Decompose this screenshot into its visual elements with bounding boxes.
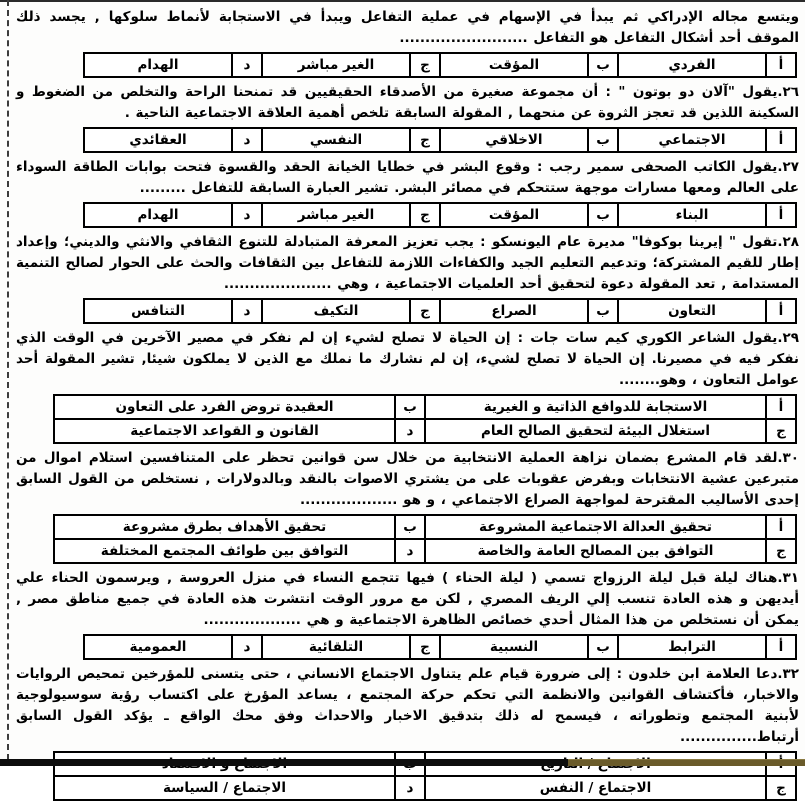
option-text-c: التلقائية [262, 635, 410, 659]
option-text-d: الهدام [84, 53, 232, 77]
answer-options-table-q28 [83, 298, 797, 324]
option-text-c: استغلال البيئة لتحقيق الصالح العام [425, 419, 766, 443]
option-letter-c: ج [410, 128, 440, 152]
option-text-c: النفسي [262, 128, 410, 152]
option-letter-b: ب [395, 395, 425, 419]
answer-options-table-q27 [83, 202, 797, 228]
option-letter-b: ب [395, 515, 425, 539]
window-edge-dark [0, 759, 568, 766]
option-text-c: الغير مباشر [262, 203, 410, 227]
option-text-d: الهدام [84, 203, 232, 227]
option-letter-d: د [232, 203, 262, 227]
option-text-b: الاخلاقي [440, 128, 588, 152]
option-text-a: الفردي [618, 53, 766, 77]
option-text-a: تحقيق العدالة الاجتماعية المشروعة [425, 515, 766, 539]
question-32-text: ٣٢.دعا العلامة ابن خلدون : إلى ضرورة قيام علم يتناول الاجتماع الانساني ، حتى يتسنى للمؤرخين تمحيص الروايات والاخبار، فأكتشاف القوانين والانظمة التي تحكم حركة المجتمع ، يساعد المؤرخ على اكتساب رؤية سوسيولوجية لأبنية المجتمع وتطوراته ، فيسمح له ذلك بتدقيق الاخبار والاحداث وفق محك الواقع ـ يؤكد القول السابق أرتباط............... [16, 666, 799, 745]
option-letter-a: أ [766, 128, 796, 152]
option-text-d: الاجتماع / السياسة [54, 776, 395, 800]
option-letter-d: د [232, 53, 262, 77]
left-dashed-margin-line [7, 0, 9, 760]
question-30-text: ٣٠.لقد قام المشرع بضمان نزاهة العملية الانتخابية من خلال سن قوانين تحظر على المتنافسين استلام اموال من متبرعين عشية الانتخابات وبفرض عقوبات على من يشتري الاصوات بالنقد وبالدولارات , نستخلص من القول السابق إحدى الأساليب المقترحة لمواجهة الصراع الاجتماعي ، و هو ................... [16, 450, 799, 508]
option-letter-a: أ [766, 635, 796, 659]
exam-content [0, 2, 805, 805]
table-row [84, 203, 796, 227]
option-text-c: التوافق بين المصالح العامة والخاصة [425, 539, 766, 563]
option-letter-a: أ [766, 515, 796, 539]
option-letter-d: د [232, 128, 262, 152]
option-text-a: الاجتماعي [618, 128, 766, 152]
option-letter-b: ب [588, 128, 618, 152]
option-text-b: المؤقت [440, 53, 588, 77]
option-letter-d: د [232, 299, 262, 323]
answer-options-table-intro [83, 52, 797, 78]
table-row [54, 515, 796, 539]
question-28-text: ٢٨.تقول " إيرينا بوكوفا" مديرة عام اليونسكو : يجب تعزيز المعرفة المتبادلة للتنوع الثقافي والانثي والديني؛ وإعداد إطار للقيم المشتركة؛ وتدعيم التعليم الجيد والكفاءات اللازمة للتفاعل بين الثقافات والحث على الحوار لصالح التنمية المستدامة , تعد المقولة دعوة لتحقيق أحد العلميات الاجتماعية ، وهي ..................... [16, 234, 799, 292]
option-letter-b: ب [588, 635, 618, 659]
option-letter-c: ج [766, 539, 796, 563]
option-letter-c: ج [410, 203, 440, 227]
table-row [84, 53, 796, 77]
question-27-text: ٢٧.يقول الكاتب الصحفى سمير رجب : وقوع البشر في خطايا الخيانة الحقد والقسوة فتحت بوابات الطاقة السوداء على العالم ومعها مسارات موجهة ستتحكم في مصائر البشر. تشير العبارة السابقة للتفاعل ......... [16, 159, 799, 196]
option-text-d: التنافس [84, 299, 232, 323]
taskbar-fragment [568, 759, 805, 766]
option-text-b: العقيدة تروض الفرد على التعاون [54, 395, 395, 419]
option-letter-b: ب [588, 53, 618, 77]
option-text-d: التوافق بين طوائف المجتمع المختلفة [54, 539, 395, 563]
answer-options-table-q29 [53, 394, 797, 444]
option-letter-d: د [395, 419, 425, 443]
option-text-b: النسبية [440, 635, 588, 659]
bottom-window-edge [0, 759, 805, 766]
option-text-b: تحقيق الأهداف بطرق مشروعة [54, 515, 395, 539]
option-text-d: القانون و القواعد الاجتماعية [54, 419, 395, 443]
table-row [84, 299, 796, 323]
table-row [84, 635, 796, 659]
option-letter-d: د [395, 539, 425, 563]
option-letter-c: ج [410, 635, 440, 659]
option-letter-c: ج [766, 419, 796, 443]
option-letter-c: ج [766, 776, 796, 800]
option-text-c: الاجتماع / النفس [425, 776, 766, 800]
option-letter-b: ب [588, 299, 618, 323]
option-letter-c: ج [410, 53, 440, 77]
option-text-a: التعاون [618, 299, 766, 323]
answer-options-table-q30 [53, 514, 797, 564]
question-29-text: ٢٩.يقول الشاعر الكوري كيم سات جات : إن الحياة لا تصلح لشيء إن لم نفكر في مصير الآخرين في الوقت الذي نفكر فيه في مصيرنا. إن الحياة لا تصلح لشيء، إن لم نشارك ما نملك مع الذين لا يملكون شيئا, تشير المقولة أحد عوامل التعاون ، وهو........ [16, 330, 799, 388]
option-letter-a: أ [766, 53, 796, 77]
table-row [54, 419, 796, 443]
option-text-a: الترابط [618, 635, 766, 659]
intro-paragraph: ويتسع مجاله الإدراكي ثم يبدأ في الإسهام في عملية التفاعل ويبدأ في الاستجابة لأنماط سلوكها , يجسد ذلك الموقف أحد أشكال التفاعل هو التفاعل ......................... [16, 9, 799, 46]
answer-options-table-q31 [83, 634, 797, 660]
option-text-b: الصراع [440, 299, 588, 323]
table-row [54, 776, 796, 800]
option-text-d: العمومية [84, 635, 232, 659]
top-border-line [0, 0, 805, 2]
option-text-b: المؤقت [440, 203, 588, 227]
option-text-a: الاستجابة للدوافع الذاتية و الغيرية [425, 395, 766, 419]
question-31-text: ٣١.هناك ليلة قبل ليلة الرزواج تسمي ( ليلة الحناء ) فيها تتجمع النساء في منزل العروسة , ويرسمون الحناء علي أيديهن و هذه العادة تنسب إلي الريف المصري , لكن مع مرور الوقت انتشرت هذه العادة في جميع مناطق مصر , يمكن أن نستخلص من هذا المثال أحدي خصائص الظاهرة الاجتماعية و هي ................... [16, 570, 799, 628]
option-letter-a: أ [766, 299, 796, 323]
option-text-d: العقائدي [84, 128, 232, 152]
option-letter-b: ب [588, 203, 618, 227]
option-letter-a: أ [766, 395, 796, 419]
table-row [84, 128, 796, 152]
option-letter-d: د [232, 635, 262, 659]
option-letter-c: ج [410, 299, 440, 323]
option-text-c: التكيف [262, 299, 410, 323]
table-row [54, 395, 796, 419]
answer-options-table-q26 [83, 127, 797, 153]
question-26-text: ٢٦.يقول "آلان دو بوتون " : أن مجموعة صغيرة من الأصدقاء الحقيقيين قد تمنحنا الراحة والتخلص من الضغوط و السكينة اللذين قد تعجز الثروة عن منحهما , المقولة السابقة تلخص أهمية العلاقة الاجتماعية الناحية . [16, 84, 799, 121]
option-letter-a: أ [766, 203, 796, 227]
option-letter-d: د [395, 776, 425, 800]
option-text-a: البناء [618, 203, 766, 227]
option-text-c: الغير مباشر [262, 53, 410, 77]
table-row [54, 539, 796, 563]
